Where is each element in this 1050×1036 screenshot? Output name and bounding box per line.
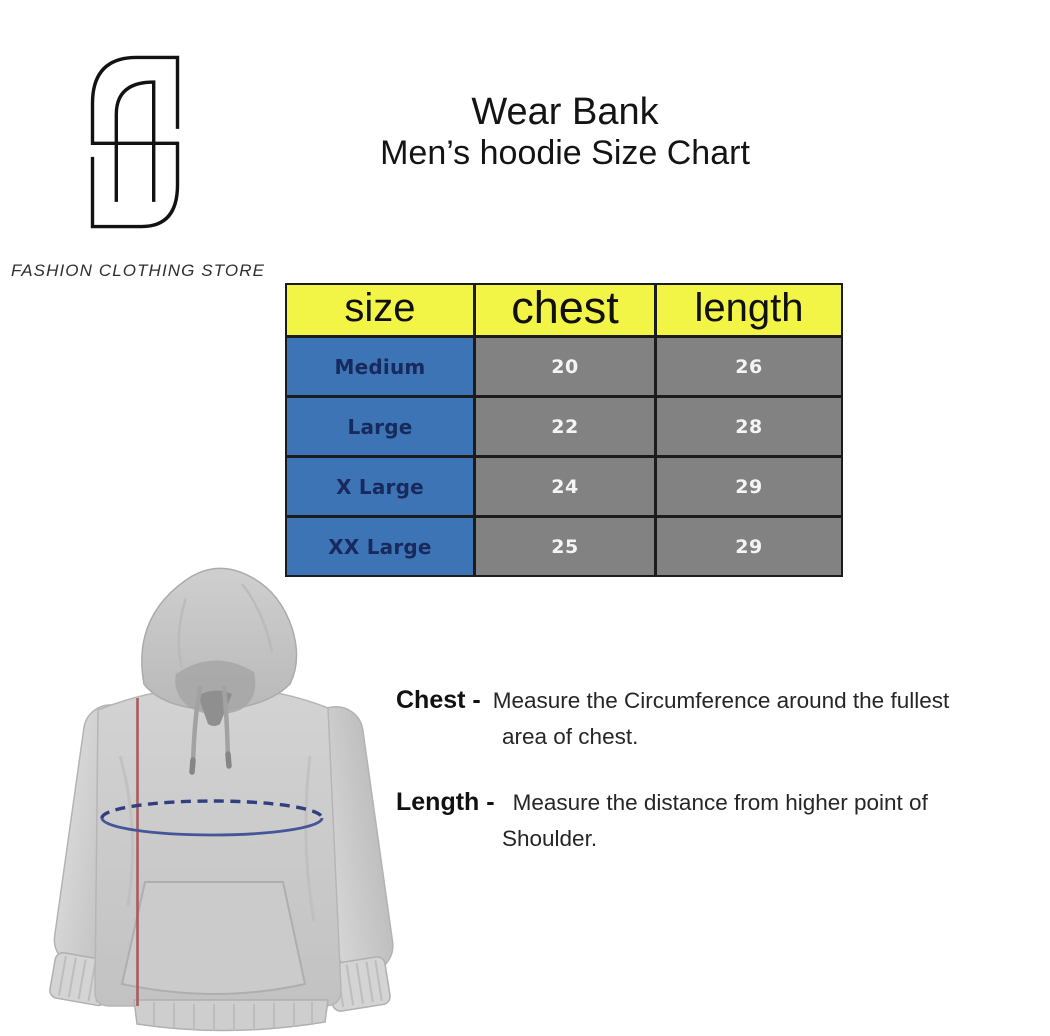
chest-description-line2: area of chest. — [502, 724, 639, 749]
size-chart-table — [285, 283, 843, 577]
hoodie-pocket — [122, 882, 305, 994]
table-row-large-length: 28 — [657, 398, 841, 455]
chest-description-line1: Measure the Circumference around the fullest — [492, 688, 950, 713]
length-description-line2: Shoulder. — [502, 826, 598, 851]
brand-logo — [84, 37, 186, 247]
table-row-medium-size: Medium — [287, 338, 473, 395]
table-row-large-size: Large — [287, 398, 473, 455]
length-description-line1: Measure the distance from higher point of — [512, 790, 928, 815]
chest-term: Chest - — [396, 686, 481, 714]
title-block — [265, 90, 865, 172]
table-row-xlarge-size: X Large — [287, 458, 473, 515]
table-row-xxlarge-chest: 25 — [476, 518, 654, 575]
hoodie-illustration — [28, 556, 400, 1036]
column-header-chest: chest — [476, 285, 654, 335]
table-row-medium-length: 26 — [657, 338, 841, 395]
table-row-xlarge-chest: 24 — [476, 458, 654, 515]
length-term: Length - — [396, 788, 495, 816]
chest-definition — [396, 686, 949, 750]
length-definition — [396, 788, 928, 852]
column-header-length: length — [657, 285, 841, 335]
table-row-xlarge-length: 29 — [657, 458, 841, 515]
table-row-medium-chest: 20 — [476, 338, 654, 395]
monogram-outer-stroke — [93, 57, 178, 226]
page-title: Wear Bank — [471, 91, 659, 133]
hoodie-measurement-figure — [28, 556, 400, 1036]
table-row-xxlarge-length: 29 — [657, 518, 841, 575]
hoodie-hem — [134, 1000, 328, 1031]
column-header-size: size — [287, 285, 473, 335]
sa-monogram-icon — [84, 37, 186, 247]
page-subtitle: Men’s hoodie Size Chart — [380, 134, 750, 172]
brand-store-label: FASHION CLOTHING STORE — [11, 261, 266, 280]
table-row-large-chest: 22 — [476, 398, 654, 455]
table-row-xxlarge-size: XX Large — [287, 518, 473, 575]
